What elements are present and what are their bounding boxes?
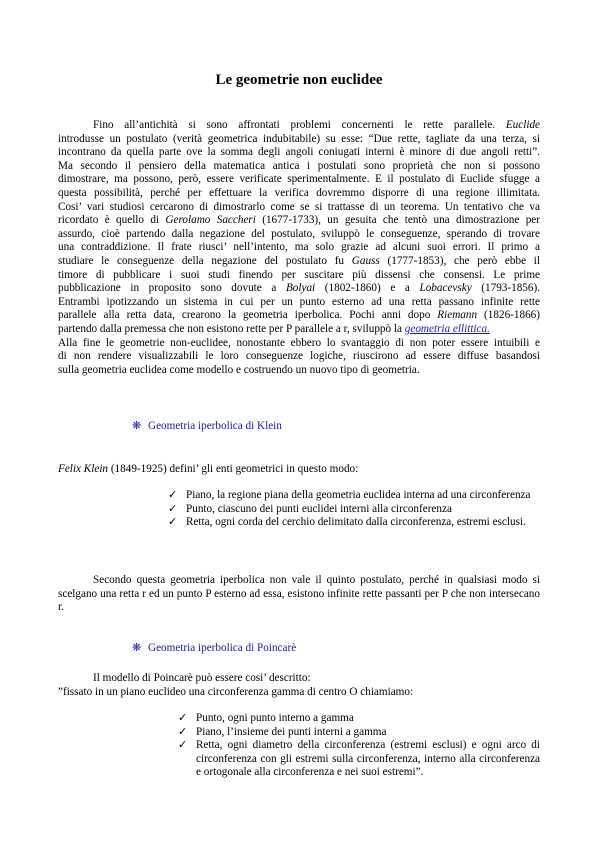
text-span: studiare le conseguenze della negazione del postulato fu	[58, 254, 352, 267]
checkmark-icon: ✓	[178, 725, 188, 738]
text-span: (1793-1856).	[471, 282, 541, 295]
name-saccheri: Gerolamo Saccheri	[165, 214, 256, 227]
klein-conclusion: Secondo questa geometria iperbolica non vale il quinto postulato, perché in qualsiasi modo si scelgano una retta r ed un punto P esterno ad essa, esistono infinite rette passanti per P che non intersecano r.	[58, 574, 540, 614]
poincare-line: Il modello di Poincarè può essere cosi’ descritto:	[93, 672, 311, 684]
intro-line: timore di pubblicare i suoi studi finendo per suscitare più dissensi che consensi. Le prime	[58, 268, 540, 281]
intro-line	[58, 255, 540, 269]
klein-definitions-list	[168, 489, 540, 530]
list-item-text: Punto, ciascuno dei punti euclidei interni alla circonferenza	[186, 502, 452, 515]
checkmark-icon: ✓	[178, 712, 188, 724]
list-item	[178, 739, 540, 780]
intro-line	[58, 119, 540, 133]
text-span: ricordato è quello di	[58, 214, 166, 227]
asterisk-bullet-icon: ❋	[132, 642, 142, 654]
geometria-ellittica-link[interactable]: geometria ellittica.	[404, 322, 490, 335]
intro-line: questa possibilità, perché per effettuare la verifica dovremmo disporre di una regione illimitata.	[58, 186, 540, 199]
asterisk-bullet-icon: ❋	[132, 420, 142, 432]
intro-line: di non rendere visualizzabili le loro conseguenze logiche, riuscirono ad essere diffuse basandosi	[58, 350, 540, 363]
intro-line: Entrambi ipotizzando un sistema in cui per un punto esterno ad una retta passano infinite rette	[58, 295, 540, 308]
poincare-intro	[58, 672, 540, 699]
section-heading-text: Geometria iperbolica di Poincarè	[148, 642, 297, 654]
intro-line	[58, 309, 540, 323]
poincare-line: ”fissato in un piano euclideo una circonferenza gamma di centro O chiamiamo:	[58, 685, 414, 698]
checkmark-icon: ✓	[168, 502, 178, 515]
intro-line: dimostrare, ma possono, però, essere verificate sperimentalmente. E il postulato di Euclide sfugge a	[58, 173, 540, 186]
list-item-text: Retta, ogni diametro della circonferenza (estremi esclusi) e ogni arco di circonferenza con gli estremi sulla circonferenza, interno alla circonferenza e ortogonale alla circonferenza e nei suoi estremi”.	[196, 739, 540, 779]
list-item	[168, 503, 540, 517]
section-heading-text: Geometria iperbolica di Klein	[148, 420, 282, 432]
text-span: (1849-1925) defini’ gli enti geometrici in questo modo:	[108, 463, 359, 475]
name-riemann: Riemann	[437, 309, 478, 322]
intro-line: assurdo, cioè partendo dalla negazione del postulato, sviluppò le conseguenze, sperando di trovare	[58, 227, 540, 240]
intro-line	[58, 214, 540, 228]
intro-line: incontrano da quella parte ove la somma degli angoli coniugati interni è minore di due angoli retti”.	[58, 146, 540, 159]
intro-line	[58, 282, 540, 296]
name-lobacevsky: Lobacevsky	[419, 282, 472, 295]
list-item-text: Piano, l’insieme dei punti interni a gamma	[196, 725, 387, 738]
text-span: partendo dalla premessa che non esistono rette per P parallele a r, sviluppò la	[58, 322, 405, 335]
section-heading-klein	[132, 419, 282, 433]
intro-line: Ma secondo il pensiero della matematica antica i postulati sono proprietà che non si possono	[58, 159, 540, 172]
page-title: Le geometrie non euclidee	[215, 72, 383, 88]
name-klein: Felix Klein	[58, 463, 109, 475]
list-item-text: Piano, la regione piana della geometria euclidea interna ad una circonferenza	[186, 489, 531, 501]
text-span: (1802-1860) e a	[315, 282, 420, 295]
intro-line: sulla geometria euclidea come modello e costruendo un nuovo tipo di geometria.	[58, 363, 420, 376]
name-euclide: Euclide	[505, 119, 540, 131]
intro-line: una contraddizione. Il frate riusci’ nell’intento, ma solo grazie ad alcuni suoi errori. Il primo a	[58, 241, 540, 254]
list-item	[168, 489, 540, 503]
intro-paragraph	[58, 119, 540, 377]
checkmark-icon: ✓	[178, 739, 188, 752]
list-item	[178, 712, 540, 726]
intro-line	[58, 323, 540, 337]
intro-line: Alla fine le geometrie non-euclidee, nonostante ebbero lo svantaggio di non poter essere intuibili e	[58, 336, 540, 349]
section-heading-poincare	[132, 641, 296, 655]
text-span: (1777-1853), che però ebbe il	[379, 254, 541, 267]
checkmark-icon: ✓	[168, 516, 178, 529]
text-span: (1677-1733), un gesuita che tentò una dimostrazione per	[255, 214, 541, 227]
name-gauss: Gauss	[351, 254, 380, 267]
klein-intro	[58, 463, 540, 477]
poincare-definitions-list	[178, 712, 540, 780]
text-span: pubblicazione in proposito sono dovute a	[58, 282, 286, 295]
intro-line: Cosi’ vari studiosi cercarono di dimostrarlo come se si trattasse di un teorema. Un tentativo che va	[58, 200, 540, 213]
checkmark-icon: ✓	[168, 489, 178, 501]
list-item-text: Punto, ogni punto interno a gamma	[196, 712, 354, 724]
intro-line: introdusse un postulato (verità geometrica indubitabile) su esse: “Due rette, tagliate da una terza, si	[58, 132, 540, 145]
name-bolyai: Bolyai	[285, 282, 316, 295]
list-item	[168, 516, 540, 530]
text-span: Fino all’antichità si sono affrontati problemi concernenti le rette parallele.	[93, 119, 506, 131]
list-item	[178, 726, 540, 740]
list-item-text: Retta, ogni corda del cerchio delimitato dalla circonferenza, estremi esclusi.	[186, 516, 526, 529]
text-span: parallele alla retta data, crearono la geometria iperbolica. Pochi anni dopo	[58, 309, 438, 322]
text-span: (1826-1866)	[477, 309, 540, 322]
